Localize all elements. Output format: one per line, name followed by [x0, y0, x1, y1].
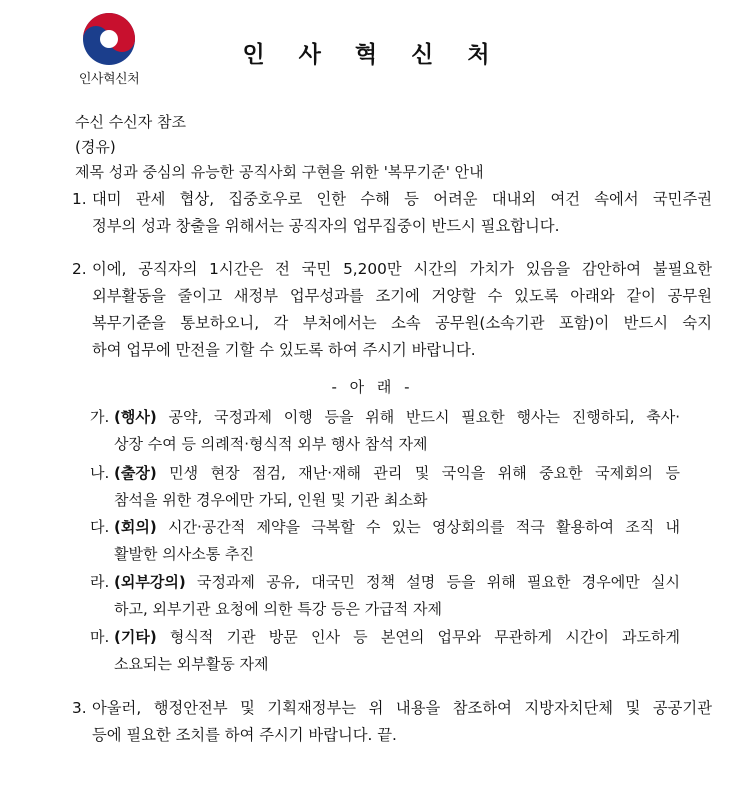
section-heading: - 아 래 - — [331, 378, 414, 396]
paragraph-line: 대미 관세 협상, 집중호우로 인한 수해 등 어려운 대내외 여건 속에서 국민주권 — [92, 190, 712, 208]
item-line — [114, 569, 680, 596]
item-tag: (행사) — [114, 408, 157, 426]
paragraph-line: 아울러, 행정안전부 및 기획재정부는 위 내용을 참조하여 지방자치단체 및 공공기관 — [92, 699, 712, 717]
government-logo — [74, 12, 144, 87]
item-text: 국정과제 공유, 대국민 정책 설명 등을 위해 필요한 경우에만 실시 — [196, 573, 680, 591]
item-prefix: 마. — [90, 628, 110, 646]
paragraph-line: 정부의 성과 창출을 위해서는 공직자의 업무집중이 반드시 필요합니다. — [92, 217, 560, 235]
item-tag: (회의) — [114, 518, 157, 536]
via-line: (경유) — [75, 138, 116, 156]
paragraph-line: 등에 필요한 조치를 하여 주시기 바랍니다. 끝. — [92, 726, 397, 744]
list-item-business-trip — [90, 460, 680, 514]
item-line: 활발한 의사소통 추진 — [114, 545, 254, 563]
list-item-other — [90, 624, 680, 678]
paragraph-2 — [72, 256, 712, 364]
paragraph-number: 3. — [72, 699, 87, 717]
paragraph-line: 이에, 공직자의 1시간은 전 국민 5,200만 시간의 가치가 있음을 감안하여 불필요한 — [92, 260, 712, 278]
item-text: 시간·공간적 제약을 극복할 수 있는 영상회의를 적극 활용하여 조직 내 — [167, 518, 680, 536]
item-tag: (출장) — [114, 464, 157, 482]
taegeuk-emblem-icon — [82, 12, 136, 66]
item-line: 하고, 외부기관 요청에 의한 특강 등은 가급적 자제 — [114, 600, 442, 618]
subject-line: 제목 성과 중심의 유능한 공직사회 구현을 위한 '복무기준' 안내 — [75, 163, 484, 181]
recipient-line: 수신 수신자 참조 — [75, 113, 186, 131]
paragraph-line: 하여 업무에 만전을 기할 수 있도록 하여 주시기 바랍니다. — [92, 341, 476, 359]
item-line — [114, 624, 680, 651]
paragraph-number: 1. — [72, 190, 87, 208]
item-prefix: 다. — [90, 518, 110, 536]
paragraph-number: 2. — [72, 260, 87, 278]
item-prefix: 라. — [90, 573, 110, 591]
item-line — [114, 404, 680, 431]
organization-title: 인 사 혁 신 처 — [242, 42, 503, 68]
list-item-event — [90, 404, 680, 458]
item-tag: (기타) — [114, 628, 157, 646]
item-text: 민생 현장 점검, 재난·재해 관리 및 국익을 위해 중요한 국제회의 등 — [169, 464, 680, 482]
paragraph-line: 외부활동을 줄이고 새정부 업무성과를 조기에 거양할 수 있도록 아래와 같이 공무원 — [92, 287, 712, 305]
item-line: 소요되는 외부활동 자제 — [114, 655, 269, 673]
list-item-external-lecture — [90, 569, 680, 623]
item-line: 상장 수여 등 의례적·형식적 외부 행사 참석 자제 — [114, 435, 428, 453]
item-prefix: 나. — [90, 464, 110, 482]
list-item-meeting — [90, 514, 680, 568]
item-text: 형식적 기관 방문 인사 등 본연의 업무와 무관하게 시간이 과도하게 — [169, 628, 680, 646]
item-tag: (외부강의) — [114, 573, 186, 591]
item-line: 참석을 위한 경우에만 가되, 인원 및 기관 최소화 — [114, 491, 428, 509]
paragraph-3 — [72, 695, 712, 749]
item-prefix: 가. — [90, 408, 110, 426]
item-text: 공약, 국정과제 이행 등을 위해 반드시 필요한 행사는 진행하되, 축사· — [168, 408, 680, 426]
item-line — [114, 460, 680, 487]
logo-text: 인사혁신처 — [78, 72, 140, 87]
paragraph-line: 복무기준을 통보하오니, 각 부처에서는 소속 공무원(소속기관 포함)이 반드시 숙지 — [92, 314, 712, 332]
paragraph-1 — [72, 186, 712, 240]
item-line — [114, 514, 680, 541]
